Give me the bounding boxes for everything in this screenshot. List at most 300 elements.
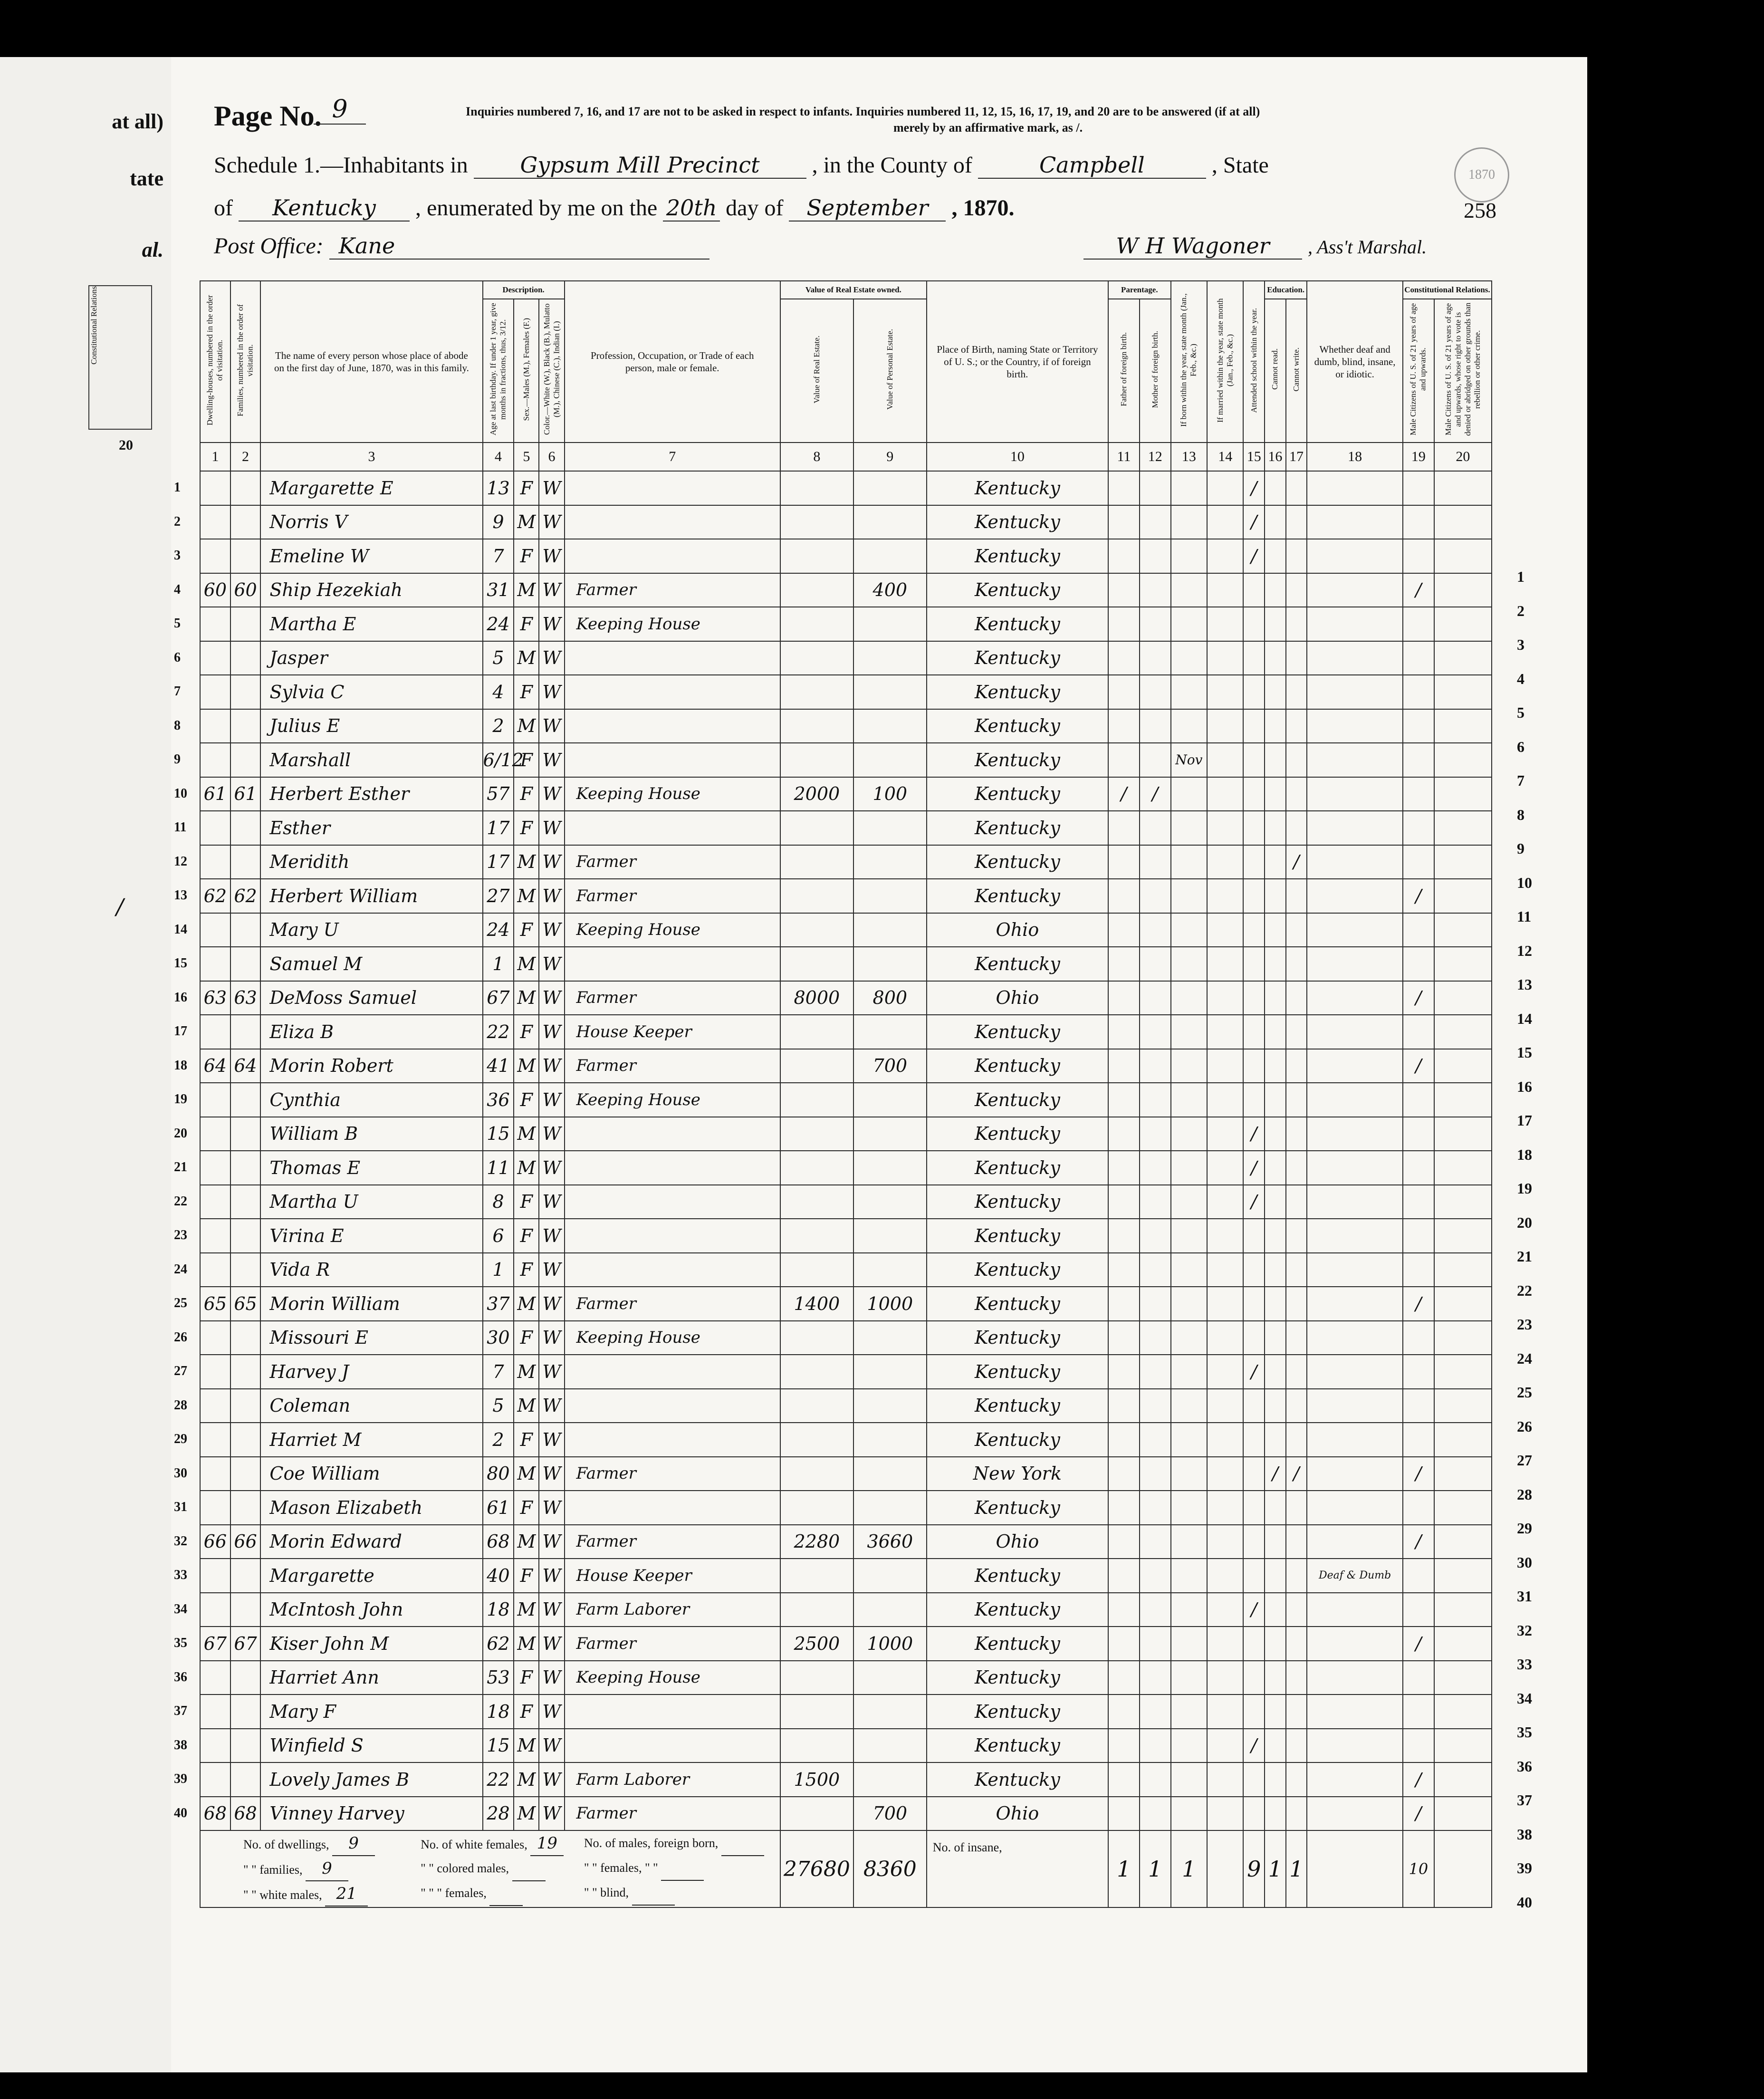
real-estate-value: 8000 (780, 981, 853, 1015)
line-number: 17 (174, 1024, 187, 1039)
right-line-number: 1 (1517, 568, 1524, 585)
birthplace: Kentucky (927, 743, 1108, 777)
color: W (539, 777, 564, 811)
vote-denied (1434, 573, 1492, 607)
color: W (539, 1525, 564, 1559)
father-foreign (1108, 1695, 1140, 1729)
married-month (1207, 1457, 1243, 1491)
right-line-number: 34 (1517, 1689, 1532, 1707)
occupation (565, 1389, 780, 1423)
occupation: Farmer (565, 1797, 780, 1831)
line-number: 2 (174, 514, 181, 529)
male-citizen (1403, 913, 1434, 947)
mother-foreign (1140, 1117, 1171, 1151)
cannot-read (1265, 1661, 1286, 1695)
family-number (230, 1015, 261, 1049)
state-value: Kentucky (239, 195, 410, 221)
father-foreign (1108, 1593, 1140, 1627)
cannot-read (1265, 1321, 1286, 1355)
cannot-read (1265, 1151, 1286, 1185)
family-number: 62 (230, 879, 261, 913)
disability (1307, 1762, 1403, 1797)
occupation (565, 471, 780, 505)
attended-school: / (1243, 1117, 1265, 1151)
col-header-disability: Whether deaf and dumb, blind, insane, or idiotic. (1307, 281, 1403, 443)
family-number (230, 1219, 261, 1253)
born-month (1171, 1287, 1207, 1321)
father-foreign (1108, 1525, 1140, 1559)
real-estate-value (780, 641, 853, 675)
sex: M (514, 1797, 539, 1831)
male-citizen (1403, 1593, 1434, 1627)
birthplace: Kentucky (927, 811, 1108, 845)
birthplace: Kentucky (927, 573, 1108, 607)
column-number: 16 (1265, 443, 1286, 471)
father-foreign (1108, 1627, 1140, 1661)
birthplace: Kentucky (927, 1559, 1108, 1593)
male-citizen (1403, 1389, 1434, 1423)
occupation: Keeping House (565, 777, 780, 811)
dw (174, 845, 230, 879)
col-header-dwelling: Dwelling-houses, numbered in the order of visitation. (200, 281, 230, 443)
age: 11 (483, 1151, 514, 1185)
cannot-write (1286, 1185, 1307, 1219)
personal-estate-value (853, 1695, 927, 1729)
table-row (200, 1593, 1492, 1627)
vote-denied (1434, 913, 1492, 947)
born-month (1171, 1661, 1207, 1695)
attended-school (1243, 1627, 1265, 1661)
born-month (1171, 947, 1207, 981)
family-number (230, 1321, 261, 1355)
real-estate-value (780, 743, 853, 777)
attended-school (1243, 913, 1265, 947)
married-month (1207, 1762, 1243, 1797)
occupation: Farmer (565, 1627, 780, 1661)
family-number: 67 (230, 1627, 261, 1661)
disability (1307, 1389, 1403, 1423)
occupation (565, 1491, 780, 1525)
sex: F (514, 1559, 539, 1593)
birthplace: Kentucky (927, 1355, 1108, 1389)
col-header-family: Families, numbered in the order of visitation. (230, 281, 261, 443)
table-row (200, 1729, 1492, 1763)
line-number: 20 (174, 1126, 187, 1141)
line-number: 5 (174, 616, 181, 631)
family-number: 63 (230, 981, 261, 1015)
family-number (230, 1457, 261, 1491)
family-number: 61 (230, 777, 261, 811)
colored-females-label: " " " females, (421, 1886, 487, 1900)
dw (174, 1117, 230, 1151)
color: W (539, 1491, 564, 1525)
age: 22 (483, 1015, 514, 1049)
personal-estate-value (853, 709, 927, 743)
personal-estate-value (853, 845, 927, 879)
page-number: 9 (314, 95, 366, 125)
father-foreign (1108, 1253, 1140, 1287)
right-line-number: 19 (1517, 1180, 1532, 1197)
male-citizen (1403, 675, 1434, 709)
dw (174, 981, 230, 1015)
census-rows (174, 471, 1492, 1830)
age: 68 (483, 1525, 514, 1559)
dw (174, 1083, 230, 1117)
male-citizen (1403, 1117, 1434, 1151)
cannot-read (1265, 1695, 1286, 1729)
table-row (200, 743, 1492, 777)
right-line-number: 30 (1517, 1553, 1532, 1571)
born-month (1171, 1627, 1207, 1661)
real-estate-value (780, 1491, 853, 1525)
table-row (200, 1762, 1492, 1797)
person-name: Morin William (260, 1287, 482, 1321)
male-citizen (1403, 505, 1434, 539)
male-citizen (1403, 1355, 1434, 1389)
right-line-number: 40 (1517, 1893, 1532, 1911)
age: 17 (483, 811, 514, 845)
line-number: 22 (174, 1194, 187, 1209)
cannot-write (1286, 879, 1307, 913)
vote-denied (1434, 1219, 1492, 1253)
real-estate-value (780, 505, 853, 539)
sex: F (514, 743, 539, 777)
vote-denied (1434, 879, 1492, 913)
father-foreign (1108, 1729, 1140, 1763)
person-name: William B (260, 1117, 482, 1151)
color: W (539, 471, 564, 505)
mother-foreign (1140, 1219, 1171, 1253)
color: W (539, 981, 564, 1015)
cannot-write (1286, 913, 1307, 947)
birthplace: Kentucky (927, 1321, 1108, 1355)
person-name: Jasper (260, 641, 482, 675)
right-line-number: 5 (1517, 704, 1524, 721)
dw (174, 1423, 230, 1457)
table-row (200, 981, 1492, 1015)
personal-estate-value (853, 1253, 927, 1287)
father-foreign (1108, 1661, 1140, 1695)
attended-school: / (1243, 1729, 1265, 1763)
male-citizen (1403, 1321, 1434, 1355)
col-header-real-estate: Value of Real Estate. (780, 299, 853, 443)
vote-denied (1434, 1287, 1492, 1321)
cannot-write (1286, 675, 1307, 709)
cannot-write (1286, 1559, 1307, 1593)
person-name: Martha U (260, 1185, 482, 1219)
table-row (200, 1049, 1492, 1083)
married-month (1207, 811, 1243, 845)
born-month (1171, 505, 1207, 539)
disability (1307, 1797, 1403, 1831)
cannot-write (1286, 471, 1307, 505)
disability (1307, 1049, 1403, 1083)
dw (174, 505, 230, 539)
person-name: Meridith (260, 845, 482, 879)
father-foreign (1108, 1185, 1140, 1219)
color: W (539, 1185, 564, 1219)
occupation (565, 505, 780, 539)
birthplace: Ohio (927, 981, 1108, 1015)
line-number: 32 (174, 1533, 187, 1549)
line-number: 24 (174, 1261, 187, 1277)
family-number (230, 471, 261, 505)
married-month (1207, 879, 1243, 913)
color: W (539, 1083, 564, 1117)
father-foreign (1108, 1083, 1140, 1117)
age: 28 (483, 1797, 514, 1831)
dw (174, 947, 230, 981)
mother-foreign (1140, 1253, 1171, 1287)
line-number: 12 (174, 854, 187, 869)
disability (1307, 1117, 1403, 1151)
married-month (1207, 1423, 1243, 1457)
family-number (230, 539, 261, 573)
personal-estate-value (853, 1423, 927, 1457)
cannot-read (1265, 1083, 1286, 1117)
birthplace: Kentucky (927, 1253, 1108, 1287)
born-month (1171, 1593, 1207, 1627)
person-name: Cynthia (260, 1083, 482, 1117)
person-name: Winfield S (260, 1729, 482, 1763)
birthplace: Kentucky (927, 1695, 1108, 1729)
married-month (1207, 607, 1243, 641)
foreign-females-label: " " females, " " (584, 1860, 658, 1875)
line-number: 10 (174, 786, 187, 801)
attended-school (1243, 845, 1265, 879)
mother-foreign (1140, 1593, 1171, 1627)
right-line-number: 20 (1517, 1213, 1532, 1231)
cannot-read (1265, 1729, 1286, 1763)
age: 18 (483, 1695, 514, 1729)
dw (174, 539, 230, 573)
attended-school (1243, 1797, 1265, 1831)
dw (174, 1797, 230, 1831)
table-row (200, 879, 1492, 913)
color: W (539, 1423, 564, 1457)
male-citizen (1403, 1219, 1434, 1253)
married-month (1207, 777, 1243, 811)
total-col-17: 1 (1286, 1830, 1307, 1907)
cannot-write (1286, 1695, 1307, 1729)
person-name: Morin Robert (260, 1049, 482, 1083)
vote-denied (1434, 1423, 1492, 1457)
sex: F (514, 607, 539, 641)
sex: F (514, 471, 539, 505)
family-number (230, 505, 261, 539)
dw (174, 1321, 230, 1355)
vote-denied (1434, 1627, 1492, 1661)
cannot-read (1265, 1559, 1286, 1593)
birthplace: Ohio (927, 913, 1108, 947)
color: W (539, 539, 564, 573)
cannot-write (1286, 1423, 1307, 1457)
male-citizen: / (1403, 1762, 1434, 1797)
married-month (1207, 743, 1243, 777)
birthplace: Kentucky (927, 1151, 1108, 1185)
real-estate-value (780, 811, 853, 845)
married-month (1207, 1593, 1243, 1627)
color: W (539, 811, 564, 845)
attended-school: / (1243, 1151, 1265, 1185)
cannot-write (1286, 1627, 1307, 1661)
blind-label: " " blind, (584, 1885, 629, 1899)
occupation (565, 1117, 780, 1151)
table-row (200, 539, 1492, 573)
father-foreign (1108, 675, 1140, 709)
attended-school: / (1243, 1185, 1265, 1219)
color: W (539, 947, 564, 981)
attended-school (1243, 1253, 1265, 1287)
sex: F (514, 913, 539, 947)
person-name: Virina E (260, 1219, 482, 1253)
dw (174, 1661, 230, 1695)
born-month (1171, 1049, 1207, 1083)
married-month (1207, 845, 1243, 879)
cannot-read (1265, 539, 1286, 573)
personal-estate-value (853, 1491, 927, 1525)
age: 4 (483, 675, 514, 709)
cannot-write (1286, 641, 1307, 675)
disability (1307, 1593, 1403, 1627)
person-name: Harriet M (260, 1423, 482, 1457)
cannot-read (1265, 471, 1286, 505)
mother-foreign (1140, 471, 1171, 505)
age: 7 (483, 1355, 514, 1389)
cannot-write (1286, 607, 1307, 641)
fragment-mark: / (116, 894, 124, 919)
color: W (539, 641, 564, 675)
person-name: Herbert William (260, 879, 482, 913)
mother-foreign (1140, 573, 1171, 607)
white-males-count: 21 (325, 1882, 368, 1906)
family-number (230, 641, 261, 675)
cannot-write (1286, 539, 1307, 573)
real-estate-value (780, 1219, 853, 1253)
birthplace: Kentucky (927, 1423, 1108, 1457)
vote-denied (1434, 1185, 1492, 1219)
born-month (1171, 675, 1207, 709)
birthplace: Kentucky (927, 1219, 1108, 1253)
dw (174, 879, 230, 913)
col-header-name: The name of every person whose place of abode on the first day of June, 1870, was in this family. (260, 281, 482, 443)
family-number (230, 1729, 261, 1763)
mother-foreign (1140, 1762, 1171, 1797)
table-row (200, 913, 1492, 947)
vote-denied (1434, 607, 1492, 641)
male-citizen (1403, 947, 1434, 981)
of-label: of (214, 195, 233, 221)
disability (1307, 709, 1403, 743)
real-estate-value: 1500 (780, 1762, 853, 1797)
mother-foreign (1140, 709, 1171, 743)
disability (1307, 1525, 1403, 1559)
dw (174, 709, 230, 743)
right-line-number: 17 (1517, 1112, 1532, 1129)
cannot-write: / (1286, 845, 1307, 879)
born-month (1171, 1695, 1207, 1729)
age: 15 (483, 1117, 514, 1151)
occupation: Keeping House (565, 1083, 780, 1117)
instructions-note: Inquiries numbered 7, 16, and 17 are not to be asked in respect to infants. Inquiries numbered 11, 12, 15, 16, 17, 19, and 20 are to be answered (if at all) (466, 105, 1260, 118)
right-line-number: 11 (1517, 908, 1532, 925)
cannot-read (1265, 1423, 1286, 1457)
dw (174, 743, 230, 777)
occupation: Farmer (565, 1525, 780, 1559)
right-line-number: 7 (1517, 772, 1524, 789)
born-month (1171, 641, 1207, 675)
total-real-estate: 27680 (780, 1830, 853, 1907)
personal-estate-value: 1000 (853, 1627, 927, 1661)
father-foreign (1108, 811, 1140, 845)
person-name: McIntosh John (260, 1593, 482, 1627)
family-number (230, 845, 261, 879)
dwelling-number-value: 64 (203, 1055, 227, 1077)
column-number: 5 (514, 443, 539, 471)
column-number: 6 (539, 443, 564, 471)
census-page (171, 57, 1587, 2072)
line-number: 25 (174, 1296, 187, 1310)
disability (1307, 1627, 1403, 1661)
occupation (565, 1219, 780, 1253)
occupation (565, 709, 780, 743)
married-month (1207, 1117, 1243, 1151)
mother-foreign (1140, 1321, 1171, 1355)
post-office-value: Kane (329, 233, 709, 260)
census-table (174, 280, 1492, 1908)
father-foreign (1108, 1117, 1140, 1151)
dwelling-number-value: 62 (203, 885, 227, 906)
dwelling-number-value: 63 (203, 987, 227, 1009)
personal-estate-value (853, 675, 927, 709)
cannot-write (1286, 573, 1307, 607)
personal-estate-value (853, 505, 927, 539)
born-month (1171, 1762, 1207, 1797)
line-number: 1 (174, 480, 181, 495)
family-number (230, 1185, 261, 1219)
real-estate-value (780, 1695, 853, 1729)
dw (174, 1185, 230, 1219)
marshal-signature: W H Wagoner (1083, 233, 1302, 260)
married-month (1207, 1627, 1243, 1661)
sex: F (514, 1661, 539, 1695)
col-header-male-citizens: Male Citizens of U. S. of 21 years of age and upwards. (1403, 299, 1434, 443)
sex: M (514, 641, 539, 675)
color: W (539, 1762, 564, 1797)
line-number: 40 (174, 1805, 187, 1820)
born-month (1171, 471, 1207, 505)
real-estate-value (780, 1423, 853, 1457)
disability (1307, 1083, 1403, 1117)
real-estate-value (780, 1321, 853, 1355)
person-name: Ship Hezekiah (260, 573, 482, 607)
table-row (200, 1219, 1492, 1253)
dwelling-number-value: 67 (203, 1633, 227, 1654)
real-estate-value (780, 675, 853, 709)
attended-school (1243, 1559, 1265, 1593)
county-value: Campbell (978, 152, 1206, 179)
archive-stamp: 1870 (1454, 147, 1509, 202)
occupation: Keeping House (565, 913, 780, 947)
father-foreign (1108, 1491, 1140, 1525)
line-number: 19 (174, 1092, 187, 1107)
table-row (200, 777, 1492, 811)
attended-school (1243, 1389, 1265, 1423)
col-header-vote-denied: Male Citizens of U. S. of 21 years of age and upwards, whose right to vote is denied or abridged on other grounds than rebellion or other crime. (1434, 299, 1492, 443)
mother-foreign (1140, 1695, 1171, 1729)
real-estate-value: 2280 (780, 1525, 853, 1559)
attended-school (1243, 1525, 1265, 1559)
